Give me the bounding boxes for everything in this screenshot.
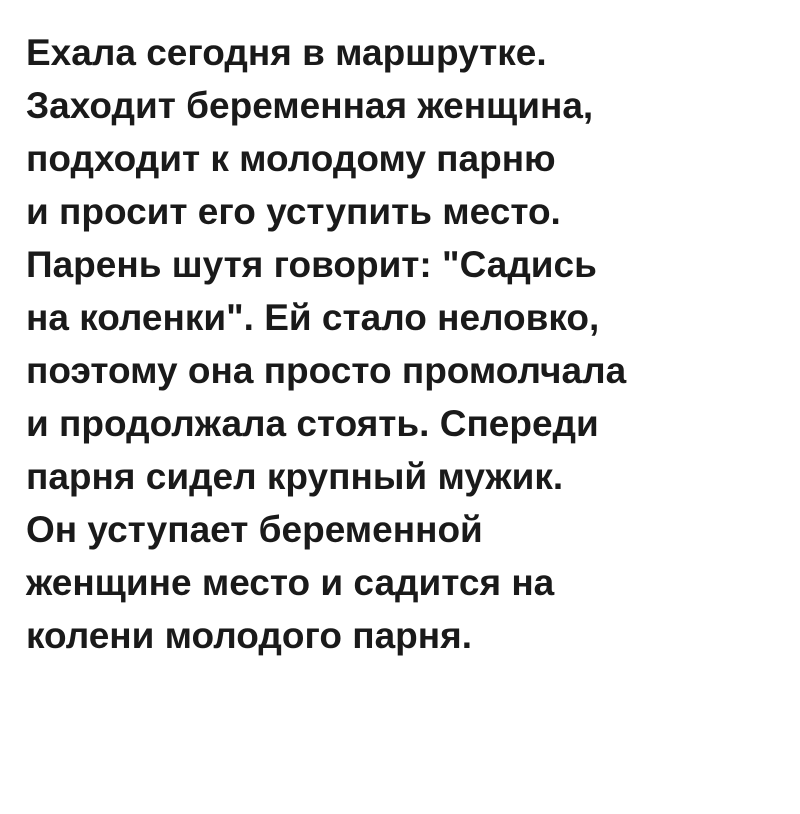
- text-line: поэтому она просто промолчала: [26, 350, 627, 391]
- story-text-block: [26, 26, 774, 662]
- text-line: на коленки". Ей стало неловко,: [26, 297, 600, 338]
- text-line: и просит его уступить место.: [26, 191, 561, 232]
- text-line: Заходит беременная женщина,: [26, 85, 594, 126]
- text-line: Парень шутя говорит: "Садись: [26, 244, 597, 285]
- text-line: и продолжала стоять. Спереди: [26, 403, 599, 444]
- text-line: колени молодого парня.: [26, 615, 473, 656]
- text-line: парня сидел крупный мужик.: [26, 456, 564, 497]
- text-line: подходит к молодому парню: [26, 138, 556, 179]
- text-line: Ехала сегодня в маршрутке.: [26, 32, 547, 73]
- text-line: Он уступает беременной: [26, 509, 483, 550]
- text-line: женщине место и садится на: [26, 562, 555, 603]
